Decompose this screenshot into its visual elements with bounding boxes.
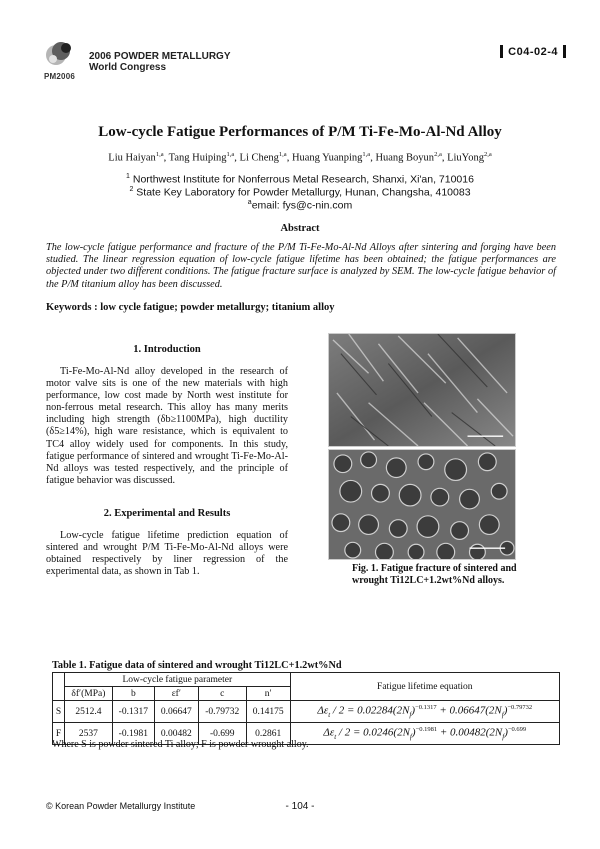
table-cell: 0.14175 xyxy=(246,701,290,723)
table-equation-header: Fatigue lifetime equation xyxy=(290,673,559,701)
author: LiuYong xyxy=(447,152,484,164)
abstract-text: The low-cycle fatigue performance and fracture of the P/M Ti-Fe-Mo-Al-Nd Alloys after sintering and forging have been studied. The linear regression equation of low-cycle fatigue lifetime has been obtained; the fatigue performances are objected under two different conditions. The fatigue fracture surface is analyzed by SEM. The low-cycle fatigue behavior of the P/M titanium alloy has been discussed. xyxy=(46,242,556,290)
row-label: F xyxy=(53,723,65,745)
author: Huang Yuanping xyxy=(291,152,363,164)
congress-logo xyxy=(44,40,76,84)
code-bar-left xyxy=(500,45,503,58)
table-cell: -0.79732 xyxy=(198,701,246,723)
author: Liu Haiyan xyxy=(108,152,156,164)
row-label: S xyxy=(53,701,65,723)
paper-code: C04-02-4 xyxy=(500,45,566,58)
conference-name: 2006 POWDER METALLURGY World Congress xyxy=(89,51,231,73)
email: $^a$email: fys@c-nin.com xyxy=(247,199,353,212)
figure-caption: Fig. 1. Fatigue fracture of sintered and wrought Ti12LC+1.2wt%Nd alloys. xyxy=(352,563,517,586)
sem-photo-sintered xyxy=(328,333,516,447)
sem-photo-wrought xyxy=(328,449,516,560)
table-cell: 2537 xyxy=(65,723,113,745)
code-bar-right xyxy=(563,45,566,58)
copyright: © Korean Powder Metallurgy Institute xyxy=(46,801,196,811)
table-column-header: n′ xyxy=(246,687,290,701)
table-caption: Table 1. Fatigue data of sintered and wrought Ti12LC+1.2wt%Nd xyxy=(52,660,342,671)
table-column-header: b xyxy=(112,687,154,701)
table-group-header: Low-cycle fatigue parameter xyxy=(65,673,291,687)
lifetime-equation: $\Delta\varepsilon_t / 2 = 0.02284(2N_f)^{-0.1317} + 0.06647(2N_f)^{-0.79732}$ xyxy=(290,701,559,723)
fatigue-data-table xyxy=(52,672,560,745)
experimental-paragraph: Low-cycle fatigue lifetime prediction equation of sintered and wrought P/M Ti-Fe-Mo-Al-Nd alloys were obtained respectively by liner regression of the experimental data, as shown in Tab 1. xyxy=(46,530,288,578)
table-note: Where S is powder sintered Ti alloy; F is powder wrought alloy. xyxy=(52,739,309,750)
author: Li Cheng xyxy=(239,152,279,164)
table-cell: 0.2861 xyxy=(246,723,290,745)
table-column-header: δf′(MPa) xyxy=(65,687,113,701)
table-column-header: εf′ xyxy=(154,687,198,701)
pm-logo-icon xyxy=(44,40,74,68)
introduction-paragraph: Ti-Fe-Mo-Al-Nd alloy developed in the research of motor valve sits is one of the new materials with high performance, low cost made by North west institute for non-ferrous metal research. This alloy has many merits including high strength (δb≥1100MPa), high ductility (δ5≥14%), high ware resistance, which is equivalent to TC4 alloy widely used for components. In this study, fatigue performance of sintered and wrought Ti-Fe-Mo-Al-Nd alloys was tested respectively, and the principle of fatigue behavior was discussed. xyxy=(46,366,288,486)
table-cell: -0.1317 xyxy=(112,701,154,723)
affiliation: $^1$ Northwest Institute for Nonferrous Metal Research, Shanxi, Xi'an, 710016 xyxy=(126,173,474,186)
table-cell: 2512.4 xyxy=(65,701,113,723)
section-heading-introduction: 1. Introduction xyxy=(133,344,201,355)
author: Tang Huiping xyxy=(168,152,227,164)
page-number: - 104 - xyxy=(285,801,315,812)
table-cell: 0.00482 xyxy=(154,723,198,745)
paper-title: Low-cycle Fatigue Performances of P/M Ti-Fe-Mo-Al-Nd Alloy xyxy=(98,124,502,140)
table-cell: -0.699 xyxy=(198,723,246,745)
section-heading-experimental: 2. Experimental and Results xyxy=(103,508,231,519)
abstract-heading: Abstract xyxy=(280,223,320,234)
keywords: Keywords : low cycle fatigue; powder metallurgy; titanium alloy xyxy=(46,302,335,313)
table-row xyxy=(53,701,560,723)
lifetime-equation: $\Delta\varepsilon_t / 2 = 0.0246(2N_f)^{-0.1981} + 0.00482(2N_f)^{-0.699}$ xyxy=(290,723,559,745)
table-cell: 0.06647 xyxy=(154,701,198,723)
affiliation: $^2$ State Key Laboratory for Powder Metallurgy, Hunan, Changsha, 410083 xyxy=(129,186,471,199)
table-corner-cell xyxy=(53,673,65,701)
logo-year: PM2006 xyxy=(44,72,75,81)
table-column-header: c xyxy=(198,687,246,701)
table-cell: -0.1981 xyxy=(112,723,154,745)
author: Huang Boyun xyxy=(375,152,435,164)
author-list: Liu Haiyan$^{1,a}$, Tang Huiping$^{1,a}$, Li Cheng$^{1,a}$, Huang Yuanping$^{1,a}$, Huang Boyun$^{2,a}$, LiuYong$^{2,a}$ xyxy=(108,151,492,164)
